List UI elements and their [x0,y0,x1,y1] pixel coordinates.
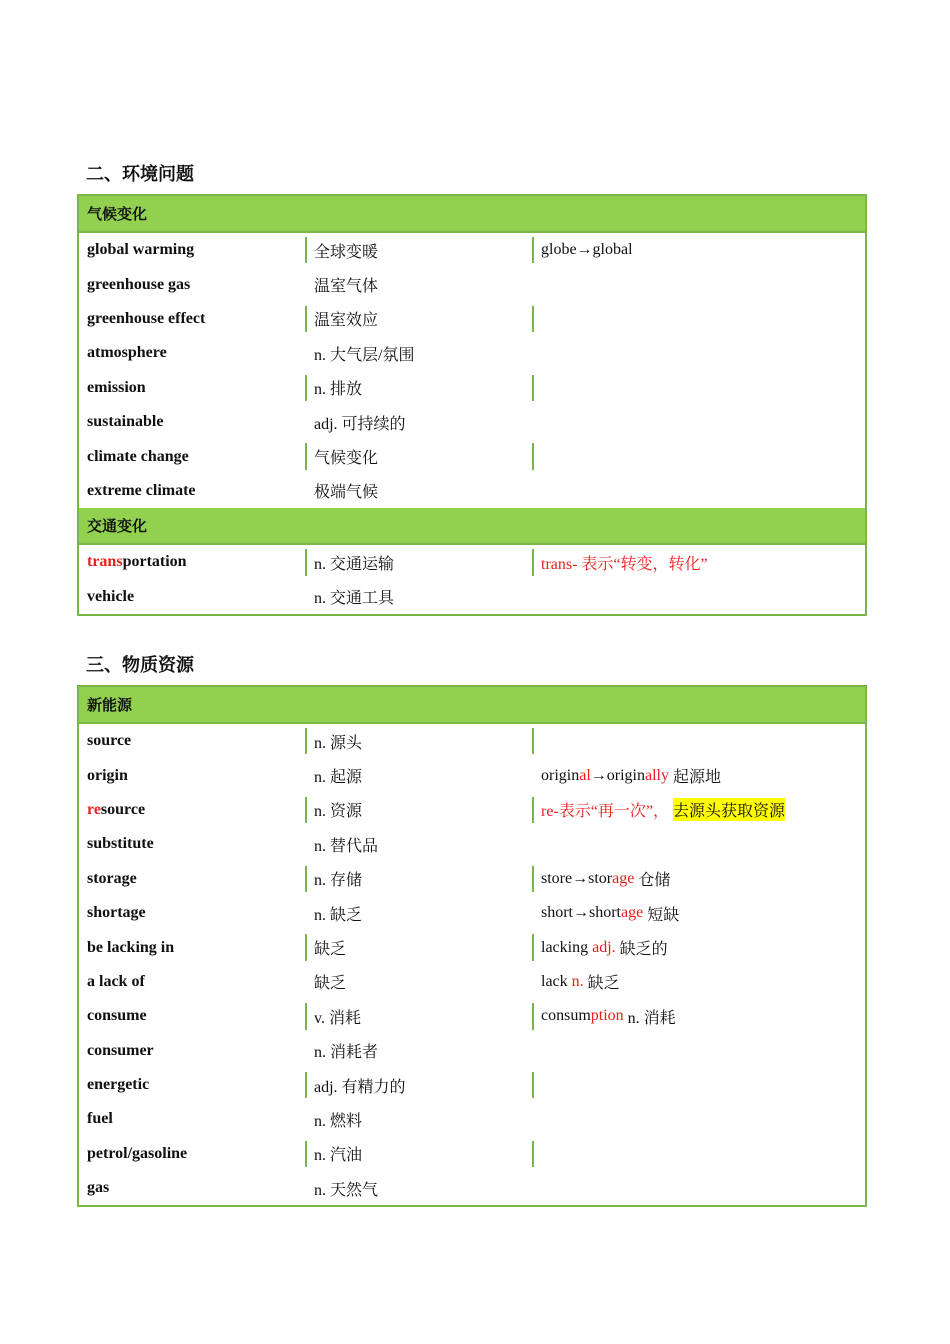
meaning-cell: n. 天然气 [314,1181,379,1199]
text-span: origin [541,766,580,784]
text-span: global warming [87,241,195,259]
meaning-cell: 缺乏 [314,941,347,959]
vocab-row [79,474,865,508]
vocab-row [79,827,865,861]
meaning-cell: 气候变化 [314,450,379,468]
section-title: 二、环境问题 [86,164,194,185]
note-cell [532,580,865,614]
vocab-row [79,758,865,792]
text-span: extreme climate [87,481,196,499]
word-cell [79,439,305,473]
text-span: be lacking in [87,938,175,956]
note-cell [532,233,865,267]
meaning-cell: n. 交通运输 [314,555,395,573]
note-cell [532,724,865,758]
note-cell [532,474,865,508]
red-text-span: age [612,869,635,887]
text-span: substitute [87,835,154,853]
vocab-row [79,233,865,267]
note-cell [532,1034,865,1068]
note-cell [532,862,865,896]
text-span: lacking [541,938,593,956]
text-span: →origin [590,766,645,784]
text-span: fuel [87,1110,113,1128]
column-divider [532,443,534,469]
text-span: a lack of [87,972,145,990]
text-span: source [100,800,146,818]
vocab-row [79,1137,865,1171]
column-divider [305,1072,307,1098]
meaning-cell: n. 资源 [314,803,363,821]
text-span: consume [87,1007,147,1025]
word-cell [79,1034,305,1068]
red-text-span: trans- 表示“转变，转化” [541,555,708,573]
vocab-row [79,965,865,999]
vocab-row [79,862,865,896]
note-cell [532,336,865,370]
note-cell [532,965,865,999]
text-span: 起源地 [668,769,721,787]
vocab-table [77,194,867,616]
word-cell [79,965,305,999]
column-divider [305,1141,307,1167]
meaning-cell: v. 消耗 [314,1009,361,1027]
meaning-cell: 全球变暖 [314,243,379,261]
note-cell [532,267,865,301]
vocab-row [79,1102,865,1136]
word-cell [79,267,305,301]
text-span: globe→global [541,241,633,259]
category-header: 新能源 [79,687,865,724]
column-divider [305,375,307,401]
text-span: energetic [87,1076,150,1094]
text-span: consum [541,1007,591,1025]
text-span: lack [541,972,572,990]
word-cell [79,302,305,336]
word-cell [79,758,305,792]
meaning-cell: n. 燃料 [314,1112,363,1130]
red-text-span: trans [87,553,123,571]
word-cell [79,371,305,405]
column-divider [532,1141,534,1167]
red-text-span: ption [590,1007,624,1025]
category-header: 交通变化 [79,508,865,545]
column-divider [532,306,534,332]
note-cell [532,302,865,336]
column-divider [305,866,307,892]
note-cell [532,758,865,792]
note-cell [532,371,865,405]
meaning-cell: 极端气候 [314,484,379,502]
meaning-cell: 温室气体 [314,278,379,296]
text-span: origin [87,766,128,784]
column-divider [532,1072,534,1098]
word-cell [79,862,305,896]
word-cell [79,1102,305,1136]
text-span: storage [87,869,137,887]
vocab-table [77,685,867,1207]
section-title: 三、物质资源 [86,655,194,676]
text-span: greenhouse gas [87,275,191,293]
vocab-row [79,405,865,439]
text-span: consumer [87,1041,154,1059]
column-divider [532,549,534,575]
text-span: greenhouse effect [87,309,206,327]
note-cell [532,405,865,439]
meaning-cell: adj. 有精力的 [314,1078,406,1096]
word-cell [79,896,305,930]
word-cell [79,793,305,827]
text-span: portation [122,553,187,571]
meaning-cell: n. 消耗者 [314,1044,379,1062]
word-cell [79,1171,305,1205]
meaning-cell: n. 交通工具 [314,590,395,608]
word-cell [79,827,305,861]
column-divider [532,728,534,754]
text-span: sustainable [87,413,164,431]
word-cell [79,336,305,370]
red-text-span: n. [571,972,584,990]
category-header: 气候变化 [79,196,865,233]
text-span: emission [87,378,146,396]
word-cell [79,545,305,579]
meaning-cell: n. 起源 [314,769,363,787]
text-span: n. 消耗 [623,1009,676,1027]
column-divider [305,797,307,823]
text-span: 缺乏 [583,975,620,993]
vocab-row [79,545,865,579]
highlighted-text-span: 去源头获取资源 [673,798,785,821]
vocab-row [79,1034,865,1068]
note-cell [532,930,865,964]
note-cell [532,793,865,827]
vocab-row [79,302,865,336]
note-cell [532,896,865,930]
meaning-cell: n. 替代品 [314,837,379,855]
text-span: 短缺 [643,906,680,924]
red-text-span: al [579,766,591,784]
column-divider [305,1003,307,1029]
meaning-cell: n. 存储 [314,872,363,890]
vocab-row [79,439,865,473]
red-text-span: age [621,904,644,922]
text-span: short→short [541,904,621,922]
text-span: source [87,732,132,750]
text-span: shortage [87,904,146,922]
vocab-row [79,1068,865,1102]
vocab-row [79,267,865,301]
word-cell [79,405,305,439]
column-divider [305,934,307,960]
note-cell [532,545,865,579]
meaning-cell: n. 缺乏 [314,906,363,924]
note-cell [532,1068,865,1102]
meaning-cell: n. 源头 [314,734,363,752]
column-divider [305,549,307,575]
vocab-row [79,896,865,930]
column-divider [532,797,534,823]
column-divider [305,237,307,263]
word-cell [79,1068,305,1102]
column-divider [532,866,534,892]
red-text-span: re [87,800,101,818]
column-divider [305,443,307,469]
column-divider [532,934,534,960]
vocab-row [79,999,865,1033]
note-cell [532,827,865,861]
column-divider [532,1003,534,1029]
text-span: climate change [87,447,189,465]
word-cell [79,999,305,1033]
text-span: petrol/gasoline [87,1144,188,1162]
word-cell [79,930,305,964]
text-span: vehicle [87,587,135,605]
red-text-span: ally [644,766,669,784]
red-text-span: adj. [592,938,616,956]
word-cell [79,474,305,508]
note-cell [532,1102,865,1136]
meaning-cell: n. 汽油 [314,1147,363,1165]
word-cell [79,233,305,267]
text-span: 缺乏的 [615,941,668,959]
note-cell [532,1171,865,1205]
column-divider [532,237,534,263]
vocab-row [79,793,865,827]
vocab-row [79,580,865,614]
word-cell [79,580,305,614]
text-span: gas [87,1179,110,1197]
text-span: 仓储 [634,872,671,890]
column-divider [532,375,534,401]
word-cell [79,1137,305,1171]
word-cell [79,724,305,758]
column-divider [305,306,307,332]
text-span: atmosphere [87,344,167,362]
red-text-span: re-表示“再一次”， [541,803,669,821]
note-cell [532,439,865,473]
vocab-row [79,724,865,758]
vocab-row [79,336,865,370]
meaning-cell: 缺乏 [314,975,347,993]
meaning-cell: n. 大气层/氛围 [314,346,415,364]
vocab-row [79,371,865,405]
vocab-row [79,930,865,964]
meaning-cell: n. 排放 [314,381,363,399]
column-divider [305,728,307,754]
meaning-cell: adj. 可持续的 [314,415,406,433]
vocab-row [79,1171,865,1205]
note-cell [532,999,865,1033]
meaning-cell: 温室效应 [314,312,379,330]
text-span: store→stor [541,869,613,887]
note-cell [532,1137,865,1171]
